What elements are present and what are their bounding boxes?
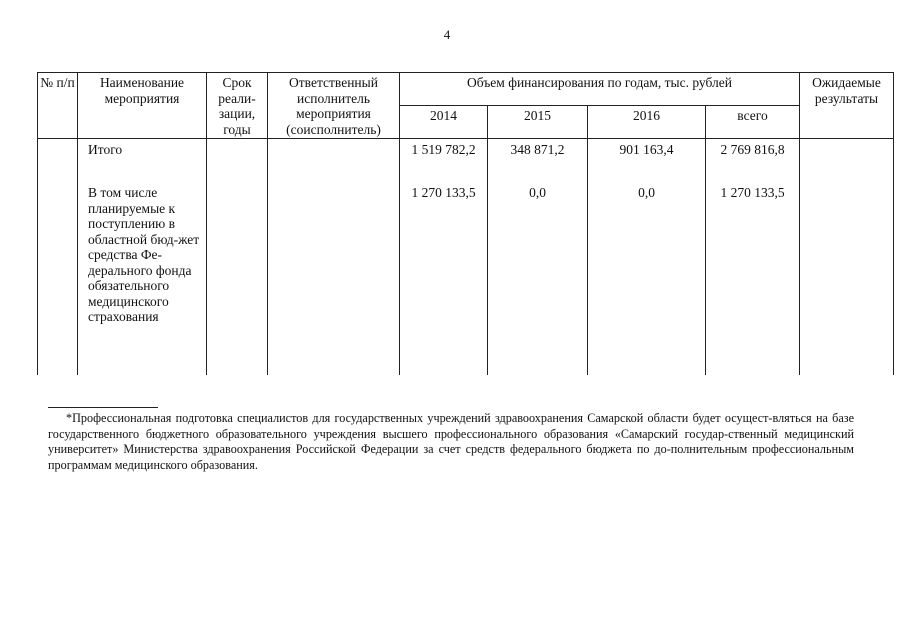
cell-value-total: 2 769 816,8 <box>706 139 800 183</box>
row-label: Итого <box>78 139 207 183</box>
cell-num <box>38 139 78 183</box>
header-name: Наименование мероприятия <box>78 73 207 139</box>
header-year-2015: 2015 <box>488 106 588 139</box>
header-year-2016: 2016 <box>588 106 706 139</box>
cell-results <box>800 182 894 375</box>
cell-value-2016: 901 163,4 <box>588 139 706 183</box>
cell-value-total: 1 270 133,5 <box>706 182 800 375</box>
header-financing: Объем финансирования по годам, тыс. рублей <box>400 73 800 106</box>
cell-value-2014: 1 519 782,2 <box>400 139 488 183</box>
header-results: Ожидаемые результаты <box>800 73 894 139</box>
financing-table <box>37 72 894 375</box>
header-year-2014: 2014 <box>400 106 488 139</box>
cell-value-2014: 1 270 133,5 <box>400 182 488 375</box>
table-row <box>38 139 894 183</box>
cell-value-2016: 0,0 <box>588 182 706 375</box>
cell-term <box>207 139 268 183</box>
cell-value-2015: 0,0 <box>488 182 588 375</box>
header-total: всего <box>706 106 800 139</box>
cell-responsible <box>268 182 400 375</box>
cell-responsible <box>268 139 400 183</box>
page-number: 4 <box>443 27 451 42</box>
cell-results <box>800 139 894 183</box>
header-responsible: Ответственный исполнитель мероприятия (соисполнитель) <box>268 73 400 139</box>
row-label: В том числе планируемые к поступлению в областной бюд-жет средства Фе-дерального фонда обязательного медицинского страхования <box>88 185 200 324</box>
cell-name <box>78 182 207 375</box>
cell-num <box>38 182 78 375</box>
cell-term <box>207 182 268 375</box>
cell-value-2015: 348 871,2 <box>488 139 588 183</box>
table-row <box>38 182 894 375</box>
footnote: *Профессиональная подготовка специалистов для государственных учреждений здравоохранения Самарской области будет осущест-вляться на базе государственного бюджетного образовательного учреждения высшего профессионального образования «Самарский государ-ственный медицинский университет» Министерства здравоохранения Российской Федерации за счет средств федерального бюджета по до-полнительным профессиональным программам медицинского образования. <box>48 411 854 472</box>
header-num: № п/п <box>38 73 78 139</box>
header-term: Срок реали-зации, годы <box>207 73 268 139</box>
footnote-divider <box>48 407 158 408</box>
